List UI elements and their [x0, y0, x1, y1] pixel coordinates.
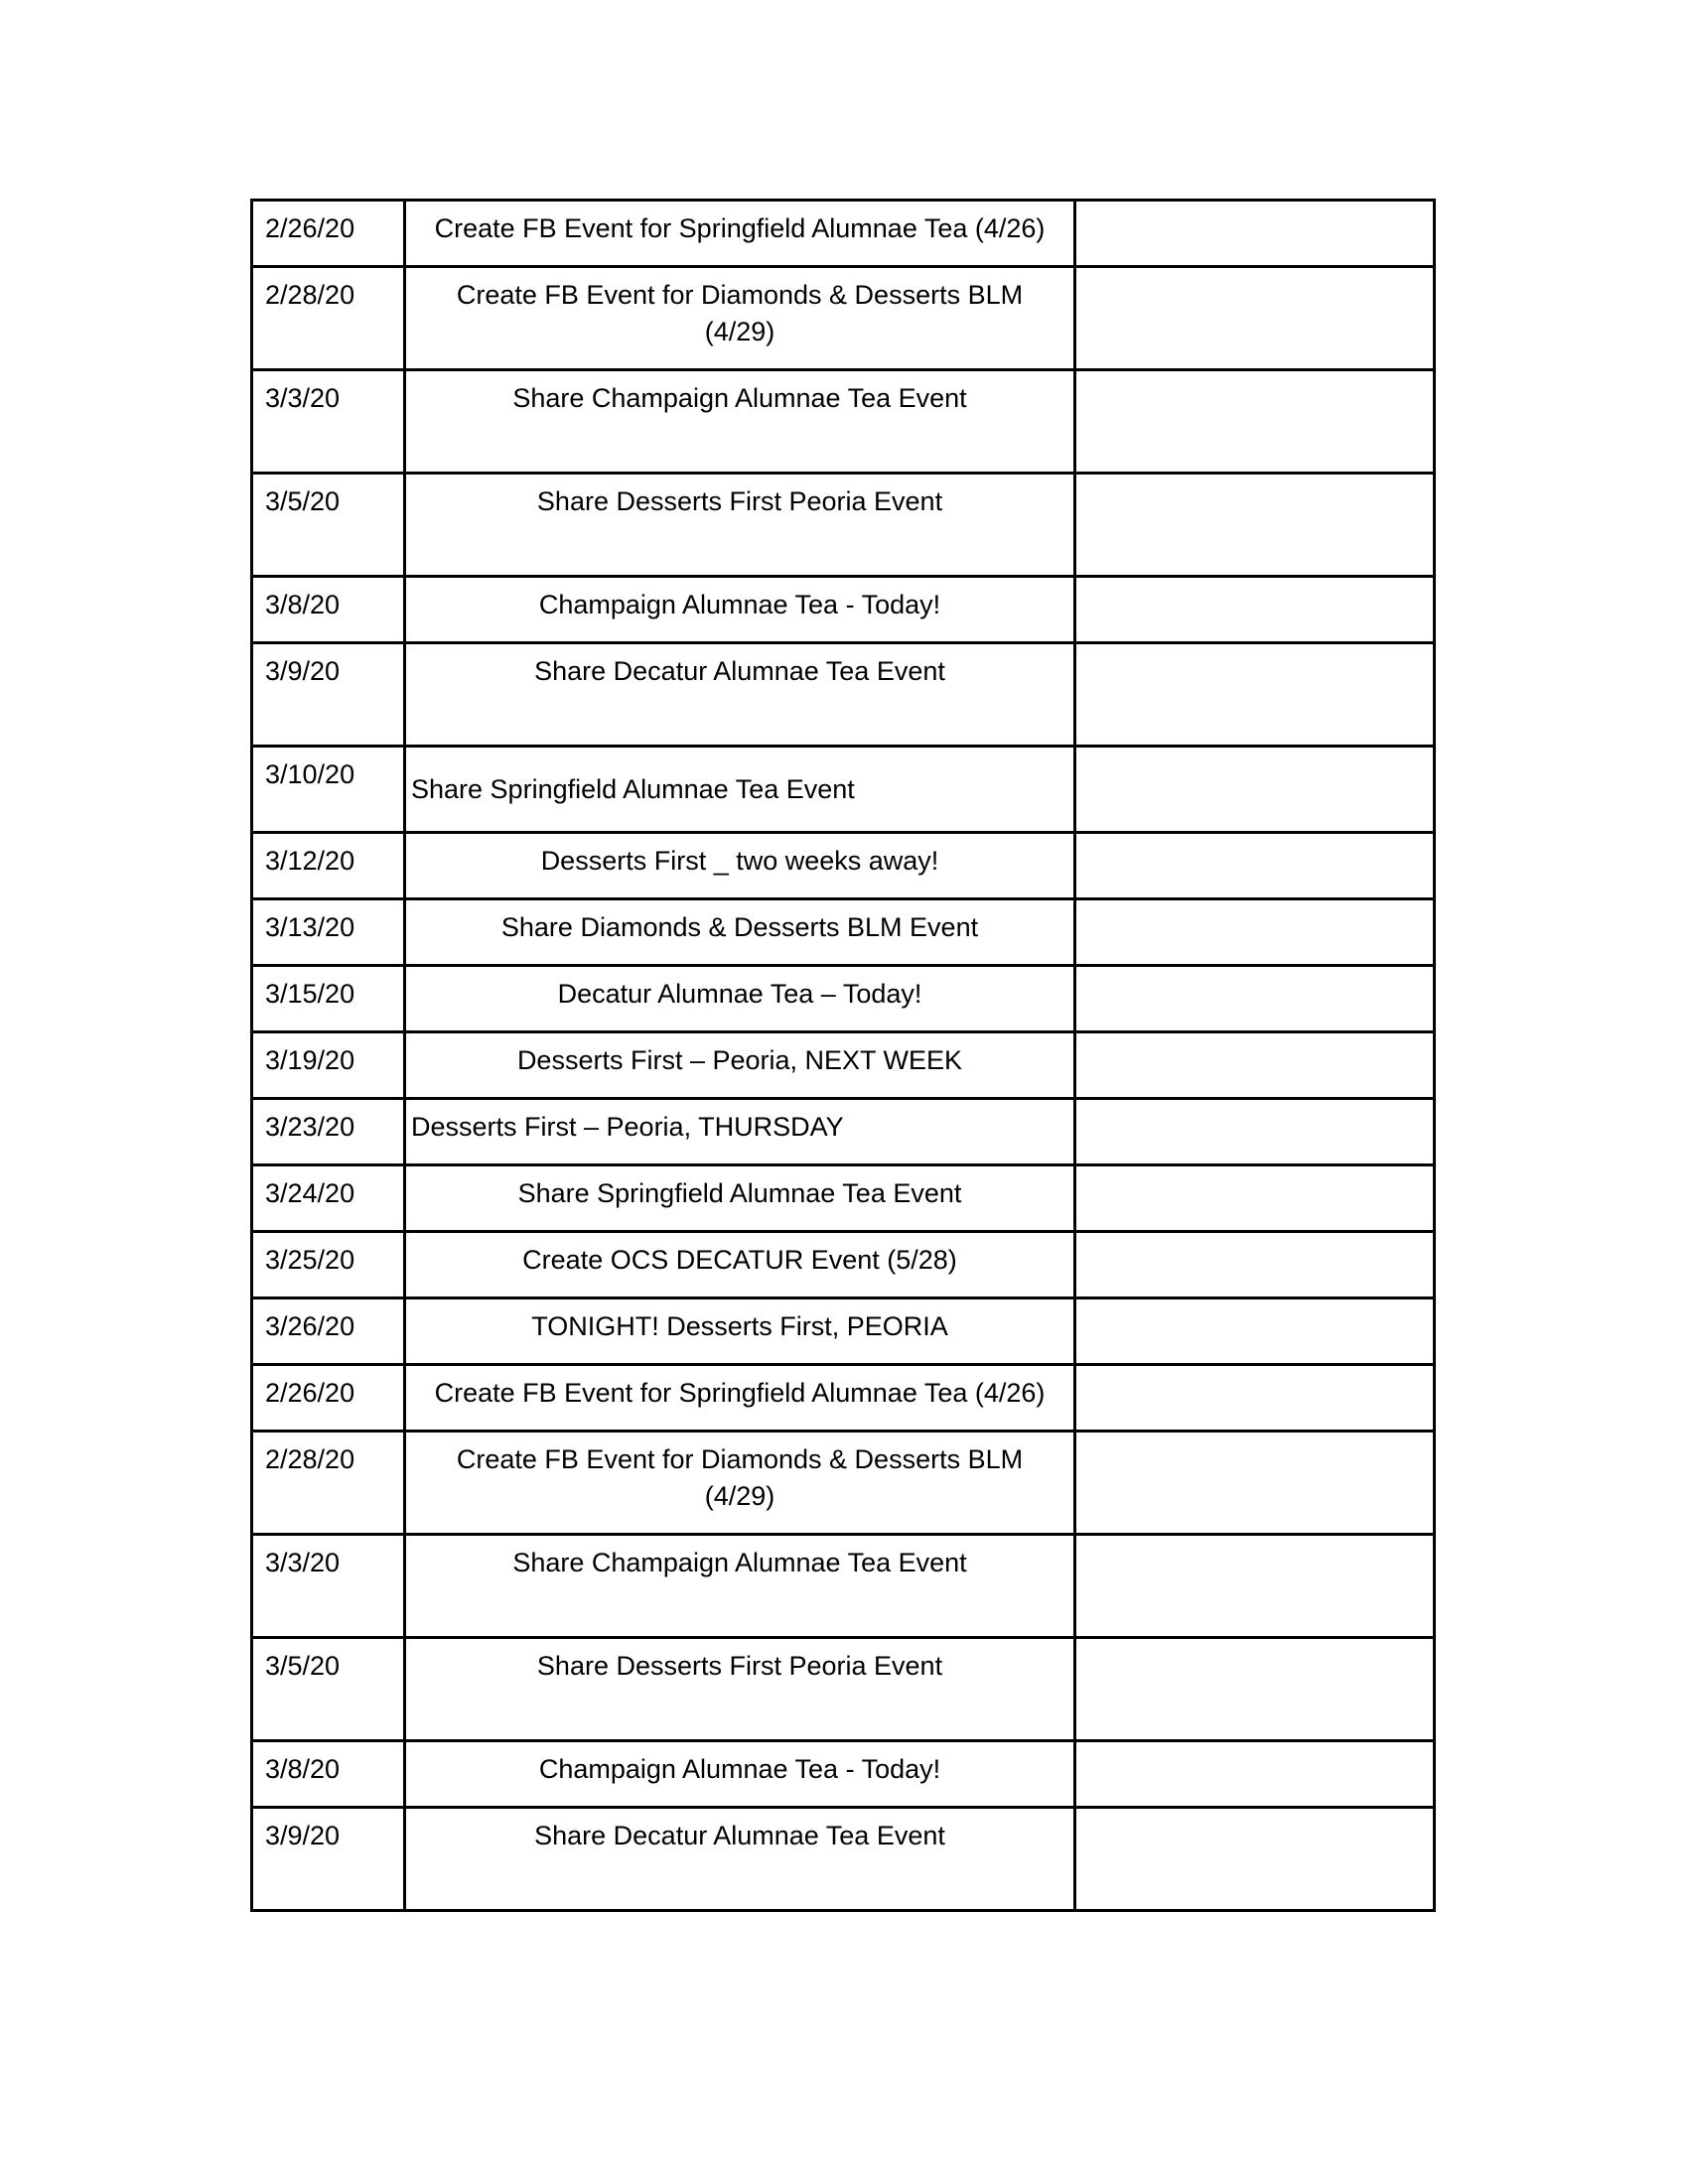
notes-cell [1075, 1298, 1435, 1365]
task-cell: Decatur Alumnae Tea – Today! [405, 966, 1075, 1032]
date-cell: 3/9/20 [252, 643, 405, 747]
date-cell: 3/8/20 [252, 1741, 405, 1808]
date-cell: 2/26/20 [252, 201, 405, 267]
notes-cell [1075, 1808, 1435, 1911]
table-row [252, 1638, 1435, 1741]
notes-cell [1075, 833, 1435, 899]
table-row [252, 1535, 1435, 1638]
task-cell: Share Champaign Alumnae Tea Event [405, 1535, 1075, 1638]
date-cell: 3/24/20 [252, 1165, 405, 1232]
task-cell: Create FB Event for Springfield Alumnae Tea (4/26) [405, 201, 1075, 267]
task-cell: Share Desserts First Peoria Event [405, 1638, 1075, 1741]
table-row [252, 1365, 1435, 1432]
notes-cell [1075, 1535, 1435, 1638]
table-row [252, 966, 1435, 1032]
table-row [252, 1165, 1435, 1232]
date-cell: 3/3/20 [252, 370, 405, 474]
table-row [252, 1232, 1435, 1298]
notes-cell [1075, 1638, 1435, 1741]
notes-cell [1075, 1032, 1435, 1099]
table-row [252, 201, 1435, 267]
table-row [252, 577, 1435, 643]
task-cell: Share Desserts First Peoria Event [405, 474, 1075, 577]
date-cell: 3/13/20 [252, 899, 405, 966]
date-cell: 3/25/20 [252, 1232, 405, 1298]
notes-cell [1075, 201, 1435, 267]
notes-cell [1075, 1165, 1435, 1232]
date-cell: 3/19/20 [252, 1032, 405, 1099]
table-row [252, 833, 1435, 899]
date-cell: 3/9/20 [252, 1808, 405, 1911]
task-cell: Create FB Event for Diamonds & Desserts BLM (4/29) [405, 267, 1075, 370]
task-cell: Share Decatur Alumnae Tea Event [405, 1808, 1075, 1911]
notes-cell [1075, 1365, 1435, 1432]
notes-cell [1075, 1099, 1435, 1165]
table-row [252, 1808, 1435, 1911]
task-cell: Champaign Alumnae Tea - Today! [405, 577, 1075, 643]
notes-cell [1075, 1432, 1435, 1535]
date-cell: 3/5/20 [252, 1638, 405, 1741]
task-cell: Share Champaign Alumnae Tea Event [405, 370, 1075, 474]
task-cell: Champaign Alumnae Tea - Today! [405, 1741, 1075, 1808]
task-cell: Desserts First – Peoria, NEXT WEEK [405, 1032, 1075, 1099]
table-row [252, 474, 1435, 577]
notes-cell [1075, 747, 1435, 833]
table-row [252, 747, 1435, 833]
table-row [252, 1099, 1435, 1165]
notes-cell [1075, 966, 1435, 1032]
date-cell: 3/15/20 [252, 966, 405, 1032]
date-cell: 3/8/20 [252, 577, 405, 643]
notes-cell [1075, 267, 1435, 370]
task-cell: TONIGHT! Desserts First, PEORIA [405, 1298, 1075, 1365]
date-cell: 2/26/20 [252, 1365, 405, 1432]
notes-cell [1075, 899, 1435, 966]
notes-cell [1075, 1232, 1435, 1298]
notes-cell [1075, 474, 1435, 577]
task-cell: Share Diamonds & Desserts BLM Event [405, 899, 1075, 966]
date-cell: 3/12/20 [252, 833, 405, 899]
task-cell: Create OCS DECATUR Event (5/28) [405, 1232, 1075, 1298]
date-cell: 3/3/20 [252, 1535, 405, 1638]
table-row [252, 370, 1435, 474]
table-row [252, 1432, 1435, 1535]
task-cell: Share Springfield Alumnae Tea Event [405, 747, 1075, 833]
notes-cell [1075, 1741, 1435, 1808]
date-cell: 3/23/20 [252, 1099, 405, 1165]
schedule-table [250, 199, 1436, 1912]
notes-cell [1075, 577, 1435, 643]
task-cell: Create FB Event for Diamonds & Desserts BLM (4/29) [405, 1432, 1075, 1535]
date-cell: 3/10/20 [252, 747, 405, 833]
notes-cell [1075, 643, 1435, 747]
task-cell: Share Decatur Alumnae Tea Event [405, 643, 1075, 747]
task-cell: Desserts First _ two weeks away! [405, 833, 1075, 899]
date-cell: 2/28/20 [252, 267, 405, 370]
table-row [252, 643, 1435, 747]
date-cell: 3/26/20 [252, 1298, 405, 1365]
date-cell: 2/28/20 [252, 1432, 405, 1535]
table-row [252, 267, 1435, 370]
table-row [252, 1298, 1435, 1365]
notes-cell [1075, 370, 1435, 474]
table-row [252, 899, 1435, 966]
date-cell: 3/5/20 [252, 474, 405, 577]
task-cell: Desserts First – Peoria, THURSDAY [405, 1099, 1075, 1165]
table-row [252, 1741, 1435, 1808]
task-cell: Share Springfield Alumnae Tea Event [405, 1165, 1075, 1232]
task-cell: Create FB Event for Springfield Alumnae Tea (4/26) [405, 1365, 1075, 1432]
table-row [252, 1032, 1435, 1099]
